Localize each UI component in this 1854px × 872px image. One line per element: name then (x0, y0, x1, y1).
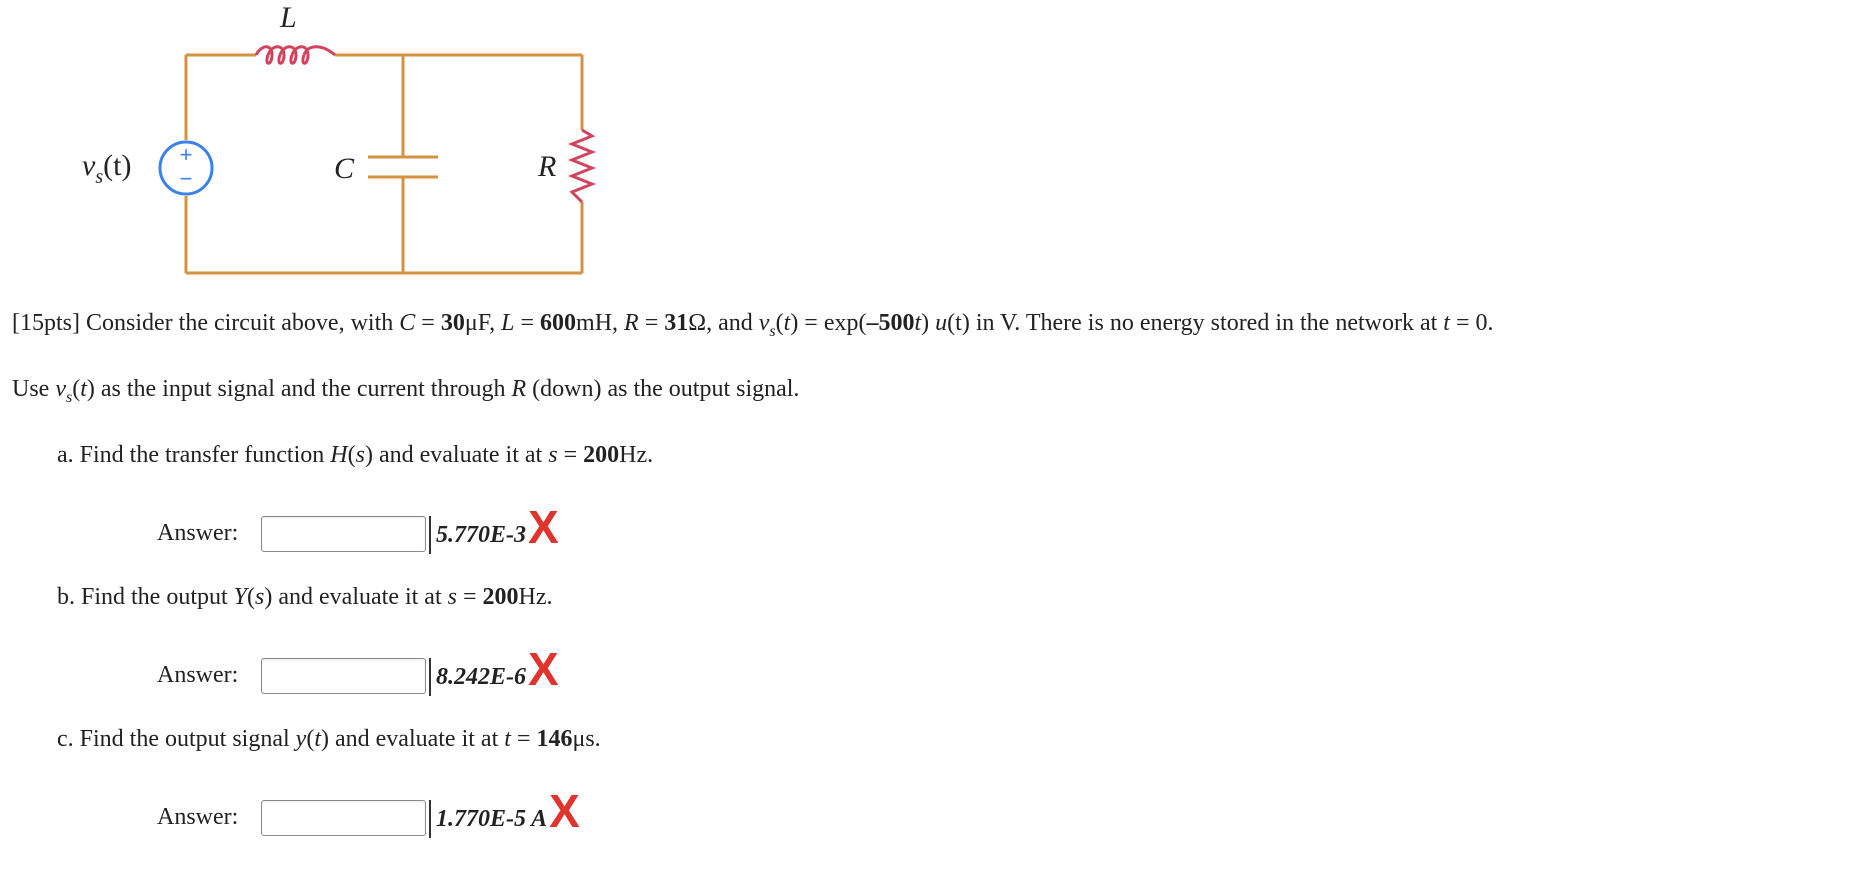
feedback-value: 8.242E-6 (436, 664, 526, 690)
circuit-wires (186, 55, 582, 273)
question-c: c. Find the output signal y(t) and evaluate it at t = 146μs. (57, 726, 601, 752)
source-minus-sign: − (179, 166, 193, 191)
question-b: b. Find the output Y(s) and evaluate it at s = 200Hz. (57, 584, 553, 610)
resistor-symbol (572, 130, 592, 202)
feedback-a (429, 501, 559, 554)
feedback-b (429, 643, 559, 696)
problem-statement: [15pts] Consider the circuit above, with C = 30μF, L = 600mH, R = 31Ω, and $v_s(t) = \exp(-500t)$ u(t) in V. There is no energy stored in the network at t = 0. (12, 310, 1494, 340)
capacitor-symbol (368, 157, 438, 177)
inductor-symbol (256, 47, 335, 64)
question-a: a. Find the transfer function H(s) and evaluate it at s = 200Hz. (57, 442, 654, 468)
capacitor-label: C (334, 152, 355, 185)
io-statement: Use $v_s(t)$ as the input signal and the current through R (down) as the output signal. (12, 376, 800, 406)
answer-label: Answer: (157, 804, 239, 830)
circuit-diagram (0, 0, 620, 280)
feedback-c (429, 785, 580, 838)
feedback-value: 5.770E-3 (436, 522, 526, 548)
resistor-label: R (538, 150, 557, 183)
inductor-label: L (280, 1, 297, 34)
answer-input-c[interactable] (261, 800, 426, 836)
answer-label: Answer: (157, 520, 239, 546)
source-label: $v_s(t)$ (82, 149, 132, 188)
source-plus-sign: + (179, 142, 193, 167)
answer-input-a[interactable] (261, 516, 426, 552)
feedback-value: 1.770E-5 A (436, 806, 548, 832)
answer-label: Answer: (157, 662, 239, 688)
incorrect-x-icon: X (528, 643, 559, 695)
incorrect-x-icon: X (528, 501, 559, 553)
answer-input-b[interactable] (261, 658, 426, 694)
incorrect-x-icon: X (549, 785, 580, 837)
